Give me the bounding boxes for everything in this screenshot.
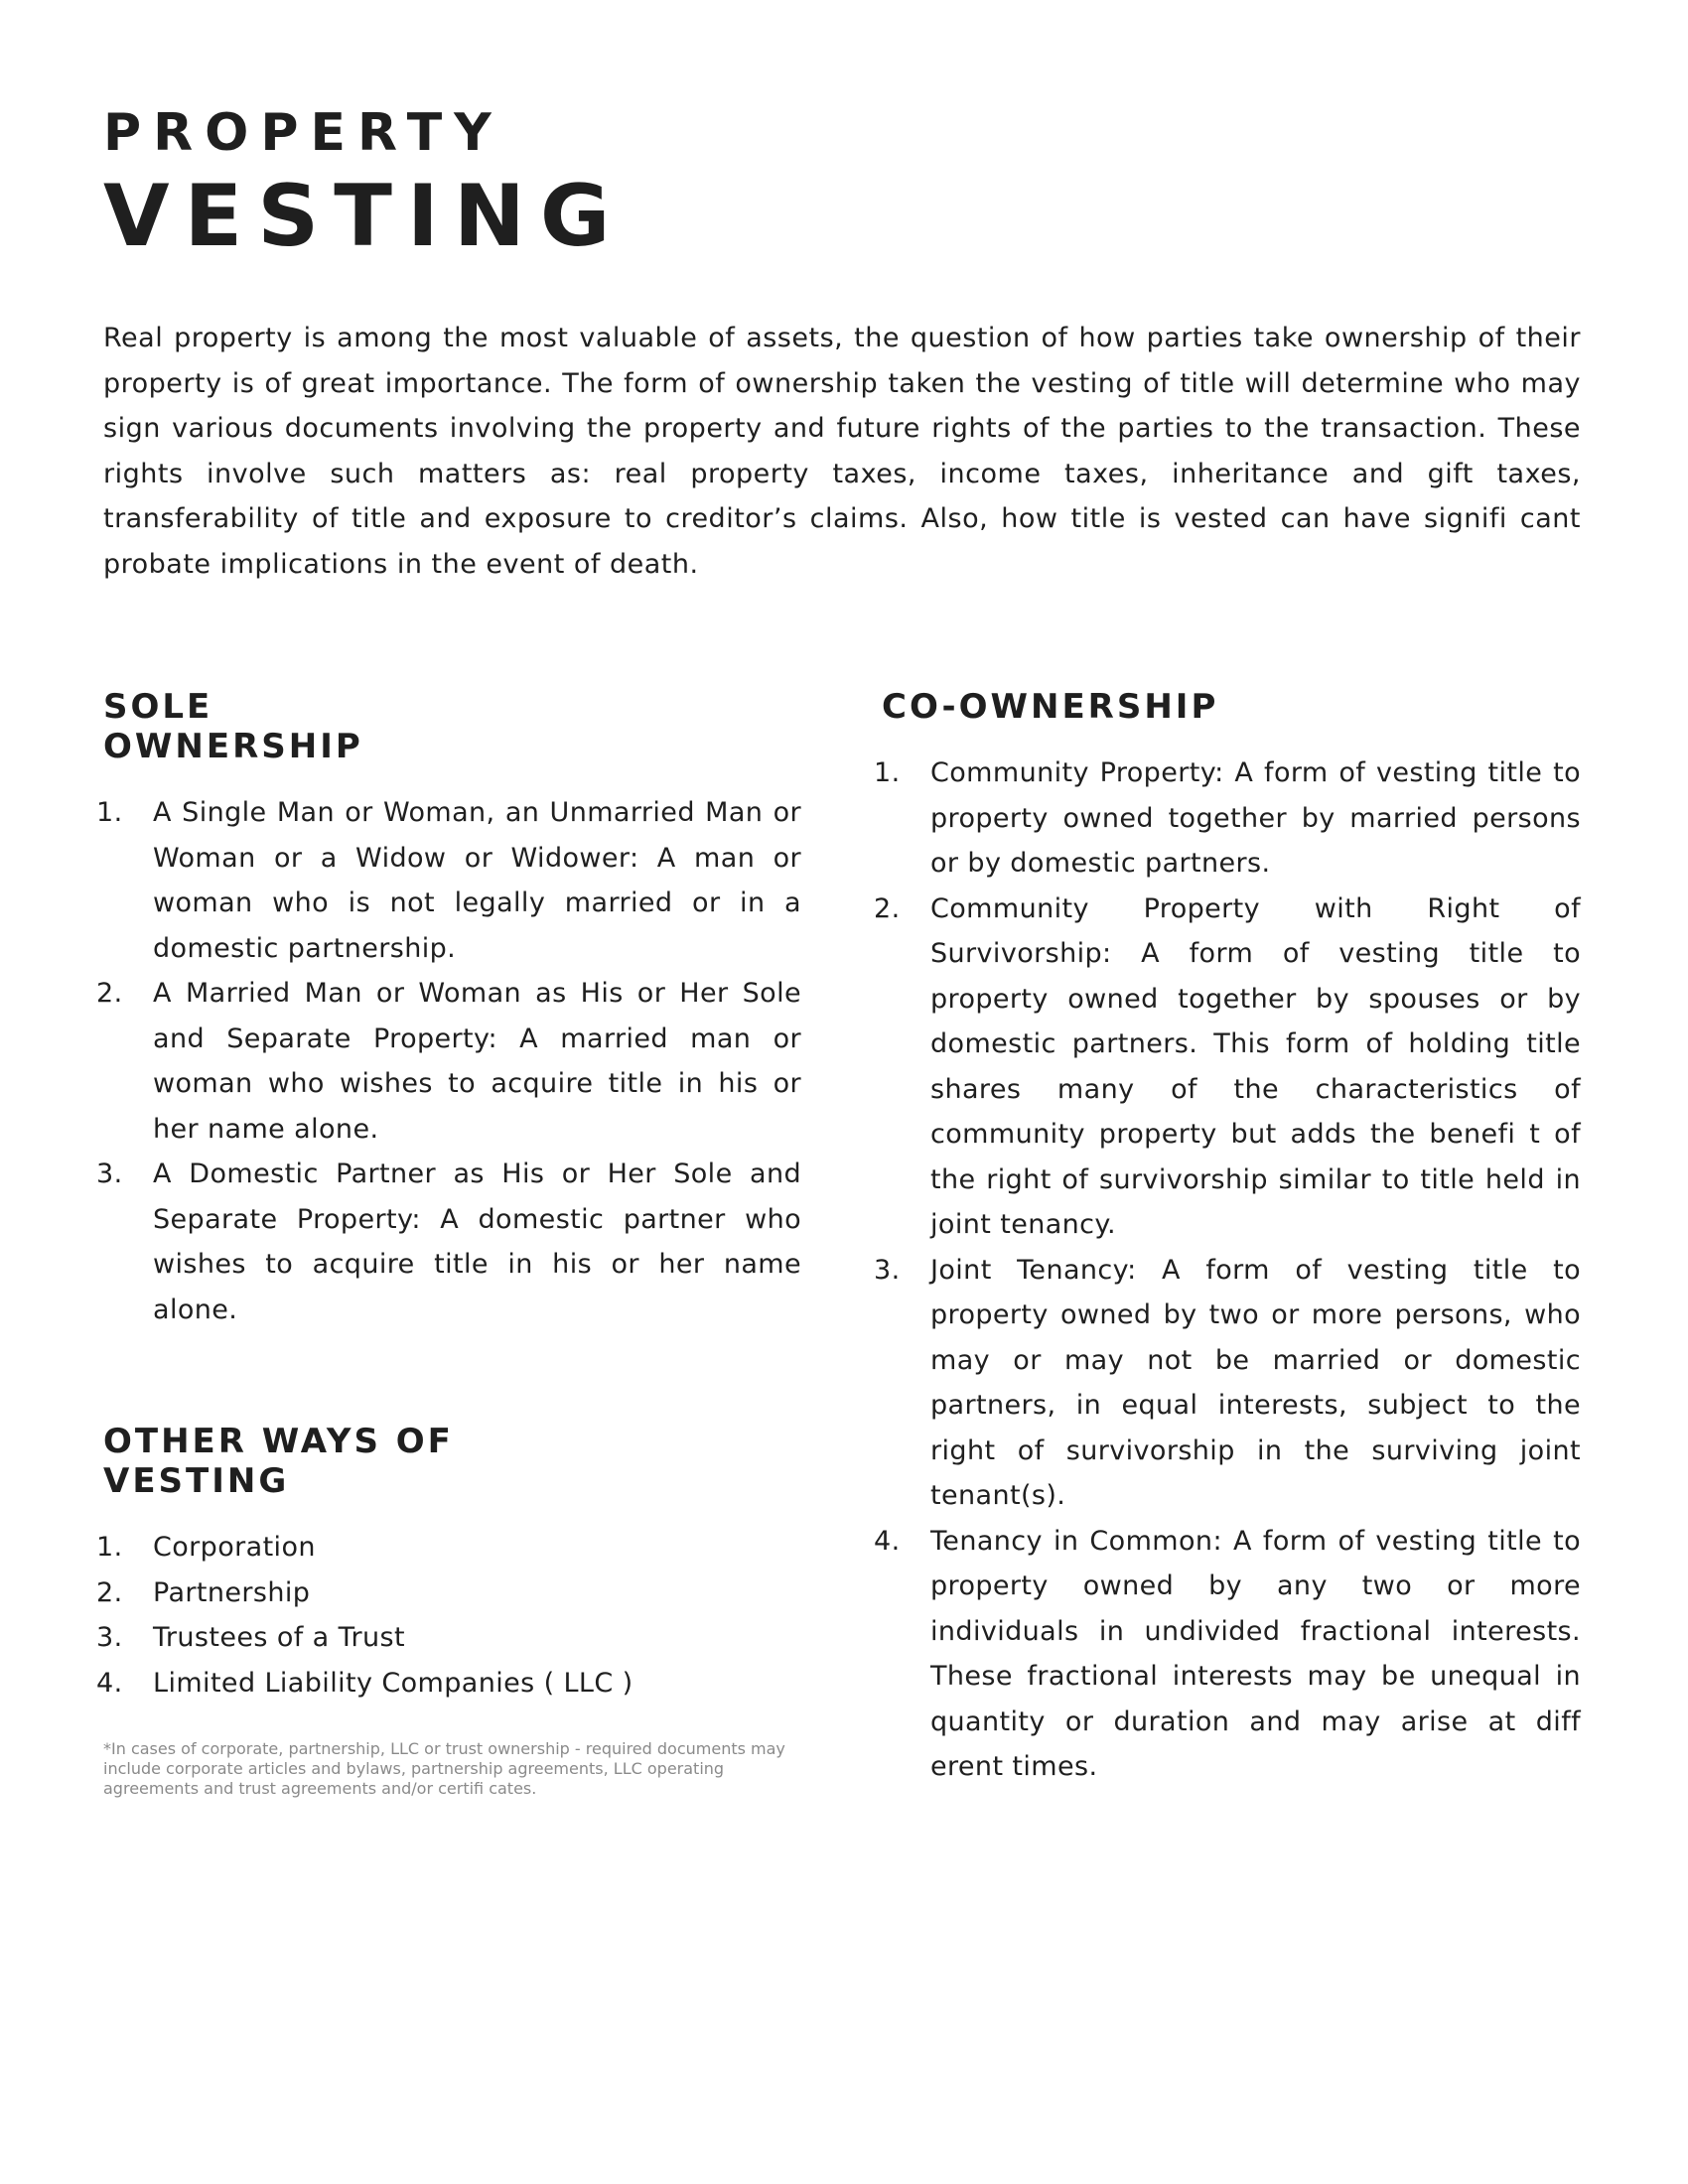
list-text: Community Property: A form of vesting title to property owned together by married persons or by domestic partners. [930,757,1581,879]
page-title: VESTING [103,167,626,266]
list-text: Corporation [153,1532,316,1563]
list-item [874,751,1581,887]
other-ways-list [96,1525,801,1706]
sole-ownership-heading [103,687,461,766]
other-ways-heading-line-1: OTHER WAYS OF [103,1422,454,1461]
list-item [96,1152,801,1332]
list-text: Tenancy in Common: A form of vesting title to property owned by any two or more individuals in undivided fractional interests. These fractional interests may be unequal in quantity or duration and may arise at diff erent times. [930,1525,1581,1782]
list-number: 3. [96,1622,123,1653]
list-number: 1. [96,797,123,828]
list-item [874,887,1581,1248]
other-ways-heading [103,1422,560,1501]
sole-ownership-heading-line-2: OWNERSHIP [103,727,363,766]
list-text: Trustees of a Trust [153,1622,405,1653]
co-ownership-list [874,751,1581,1790]
list-item [96,1615,801,1661]
sole-ownership-heading-line-1: SOLE [103,687,213,727]
list-item [96,1570,801,1616]
list-item [96,1525,801,1570]
list-number: 2. [96,1576,123,1608]
other-ways-heading-line-2: VESTING [103,1461,290,1501]
list-number: 3. [874,1254,901,1286]
list-text: Limited Liability Companies ( LLC ) [153,1667,633,1699]
sole-ownership-list [96,790,801,1332]
list-text: A Single Man or Woman, an Unmarried Man or Woman or a Widow or Widower: A man or woman who is not legally married or in a domestic partnership. [153,797,801,964]
list-item [96,790,801,971]
list-item [96,1661,801,1706]
list-item [874,1248,1581,1519]
co-ownership-heading: CO-OWNERSHIP [882,687,1219,727]
list-number: 2. [96,978,123,1009]
list-number: 2. [874,892,901,924]
list-text: Community Property with Right of Survivorship: A form of vesting title to property owned together by spouses or by domestic partners. This form of holding title shares many of the characteristics of community property but adds the benefi t of the right of survivorship similar to title held in joint tenancy. [930,892,1581,1240]
list-item [96,971,801,1152]
title-line-1: PROPERTY [103,103,503,163]
list-item [874,1519,1581,1790]
intro-paragraph: Real property is among the most valuable of assets, the question of how parties take ownership of their property is of great importance. The form of ownership taken the vesting of title will determine who may sign various documents involving the property and future rights of the parties to the transaction. These rights involve such matters as: real property taxes, income taxes, inheritance and gift taxes, transferability of title and exposure to creditor’s claims. Also, how title is vested can have signifi cant probate implications in the event of death. [103,323,1581,580]
list-number: 4. [874,1525,901,1557]
list-number: 3. [96,1159,123,1189]
list-text: A Married Man or Woman as His or Her Sole and Separate Property: A married man or woman who wishes to acquire title in his or her name alone. [153,978,801,1145]
list-number: 1. [96,1532,123,1563]
list-number: 4. [96,1667,123,1699]
footnote: *In cases of corporate, partnership, LLC or trust ownership - required documents may include corporate articles and bylaws, partnership agreements, LLC operating agreements and trust agreements and/or certifi cates. [103,1739,785,1798]
list-text: Joint Tenancy: A form of vesting title to property owned by two or more persons, who may or may not be married or domestic partners, in equal interests, subject to the right of survivorship in the surviving joint tenant(s). [930,1254,1581,1511]
list-text: A Domestic Partner as His or Her Sole and Separate Property: A domestic partner who wishes to acquire title in his or her name alone. [153,1159,801,1325]
list-text: Partnership [153,1576,311,1608]
list-number: 1. [874,757,901,788]
